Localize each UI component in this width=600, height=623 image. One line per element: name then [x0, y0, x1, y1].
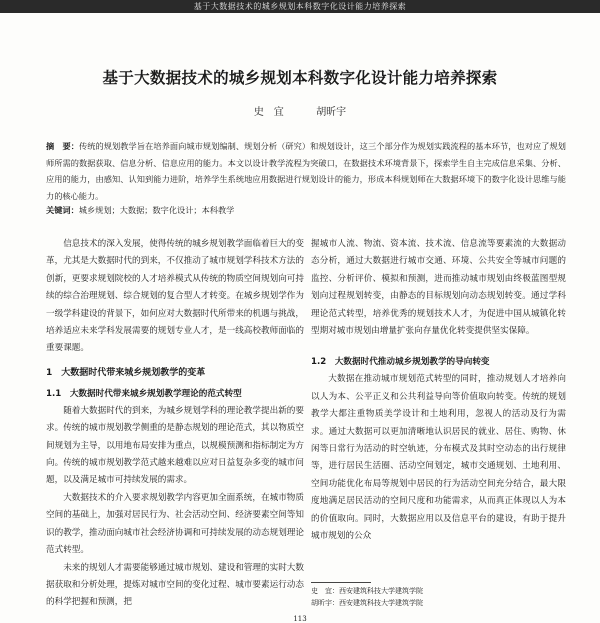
left-column [46, 236, 304, 612]
author-list [0, 103, 600, 118]
body-paragraph: 大数据在推动城市规划范式转型的同时，推动规划人才培养向以人为本、公平正义和公共利益导向等价值取向转变。传统的规划教学大都注重物质美学设计和土地利用，忽视人的活动及行为需求。通过大数据可以更加清晰地认识居民的就业、居住、购物、休闲等日常行为活动的时空轨迹，分布模式及其时空动态的出行规律等，进行居民生活圈、活动空间划定，城市交通规划、土地利用、空间功能优化布局等规划中居民的行为活动空间充分结合，最大限度地满足居民活动的空间尺度和功能需求，从而真正体现以人为本的价值取向。同时，大数据应用以及信息平台的建设，有助于提升城市规划的公众 [311, 374, 566, 542]
abstract-text: 传统的规划教学旨在培养面向城市规划编制、规划分析（研究）和规划设计，这三个部分作为规划实践流程的基本环节，也对应了规划师所需的数据获取、信息分析、信息应用的能力。本文以设计教学流程为突破口，在数据技术环境背景下，探索学生自主完成信息采集、分析、应用的能力，由感知、认知到能力进阶，培养学生系统地应用数据进行规划设计的能力，形成本科规划师在大数据环境下的数字化设计思维与能力的核心能力。 [46, 141, 566, 201]
footnotes [311, 586, 566, 609]
running-header: 基于大数据技术的城乡规划本科数字化设计能力培养探索 [0, 0, 600, 13]
footnote: 胡昕宇：西安建筑科技大学建筑学院 [311, 598, 423, 607]
paper-title: 基于大数据技术的城乡规划本科数字化设计能力培养探索 [102, 69, 498, 87]
footnote: 史 宜：西安建筑科技大学建筑学院 [311, 587, 423, 595]
keywords-text: 城乡规划；大数据；数字化设计；本科教学 [78, 205, 235, 215]
right-column [311, 236, 566, 546]
body-paragraph: 未来的规划人才需要能够通过城市规划、建设和管理的实时大数据获取和分析处理，提炼对城市空间的变化过程、城市要素运行动态的科学把握和预测，把 [46, 562, 304, 608]
page-number: 113 [293, 615, 307, 623]
abstract-label: 摘 要： [46, 141, 80, 151]
keywords-label: 关键词： [46, 205, 79, 215]
author-name: 史 宜 [253, 107, 284, 118]
subsection-heading: 1.1 大数据时代带来城乡规划教学理论的范式转型 [46, 388, 242, 399]
intro-paragraph: 信息技术的深入发展，使得传统的城乡规划教学面临着巨大的变革，尤其是大数据时代的到来，不仅推动了城市规划学科技术方法的创新，更要求规划院校的人才培养模式从传统的物质空间规划向可持续的综合治理规划、综合规划的复合型人才转变。在城乡规划学作为一级学科建设的背景下，如何应对大数据时代所带来的机遇与挑战，培养适应未来学科发展需要的规划专业人才，是一线高校教师面临的重要课题。 [46, 239, 304, 354]
keywords [46, 203, 566, 217]
author-name: 胡昕宇 [316, 107, 347, 118]
abstract [46, 138, 566, 204]
section-heading: 1 大数据时代带来城乡规划教学的变革 [46, 367, 206, 378]
body-paragraph: 随着大数据时代的到来，为城乡规划学科的理论教学提出新的要求。传统的城市规划教学侧重的是静态规划的理论范式，其以物质空间规划为主导，以用地布局安排为重点，以规模预测和指标制定为方向。传统的城市规划教学范式越来越难以应对日益复杂多变的城市问题，以及满足城市可持续发展的需求。 [46, 405, 304, 486]
footnote-divider [311, 582, 371, 583]
body-paragraph: 握城市人流、物流、资本流、技术流、信息流等要素流的大数据动态分析，通过大数据进行城市交通、环境、公共安全等城市问题的监控、分析评价、模拟和预测，进而推动城市规划由终极蓝图型规划向过程规划转变，由静态的目标规划向动态规划转变。通过学科理论范式转型，培养优秀的规划技术人才，为促进中国从城镇化转型期对城市规划由增量扩张向存量优化转变提供坚实保障。 [311, 239, 566, 337]
subsection-heading: 1.2 大数据时代推动城乡规划教学的导向转变 [311, 357, 490, 368]
body-paragraph: 大数据技术的介入要求规划教学内容更加全面系统，在城市物质空间的基础上，加强对居民行为、社会活动空间、经济要素空间等知识的教学，推动面向城市社会经济协调和可持续发展的动态规划理论范式转型。 [46, 492, 304, 556]
